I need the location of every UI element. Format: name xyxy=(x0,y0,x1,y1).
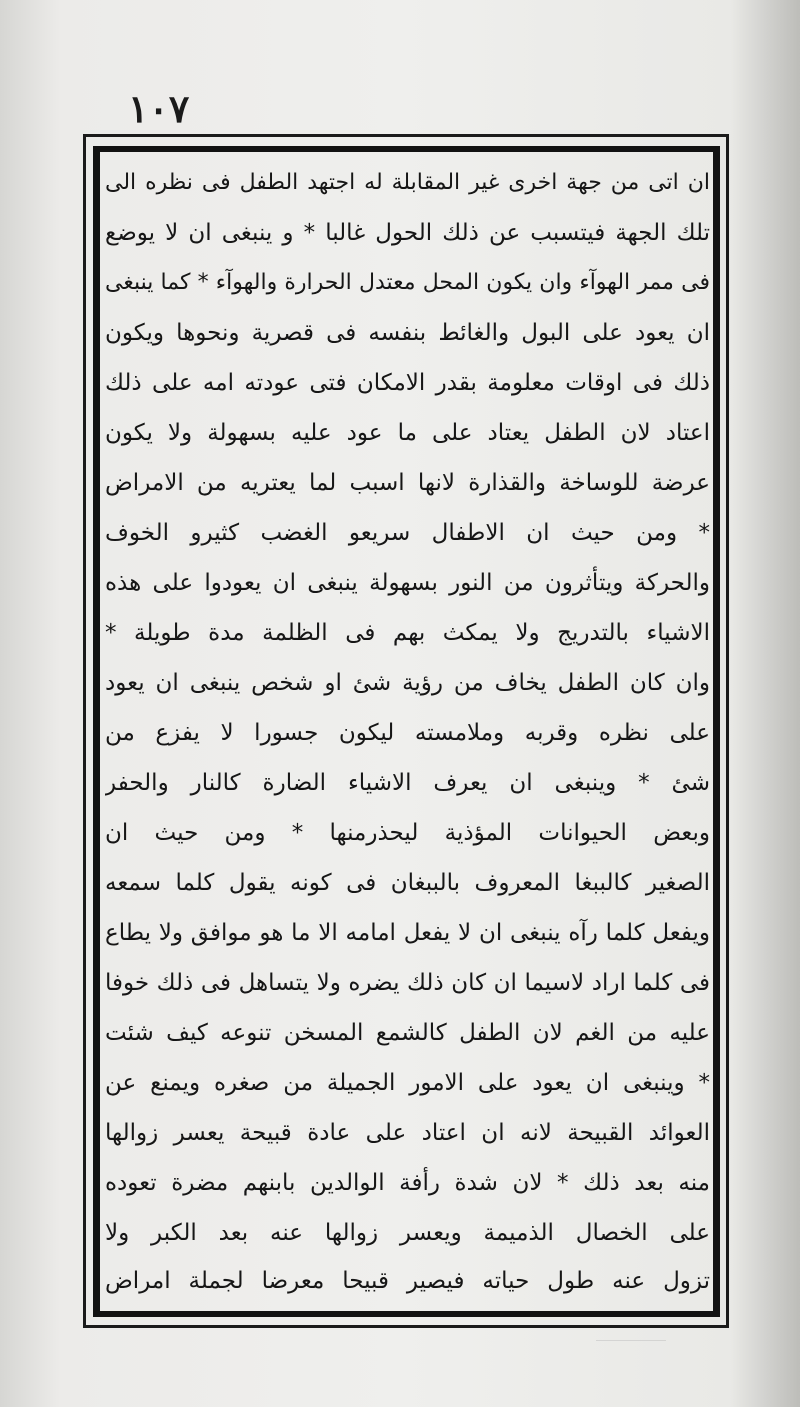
text-line: على الخصال الذميمة ويعسر زوالها عنه بعد الكبر ولا xyxy=(105,1220,710,1246)
text-line: شئ * وينبغى ان يعرف الاشياء الضارة كالنار والحفر xyxy=(105,770,710,796)
faded-stamp-mark xyxy=(596,1340,666,1361)
text-line: ذلك فى اوقات معلومة بقدر الامكان فتى عودته امه على ذلك xyxy=(105,370,710,396)
text-line: منه بعد ذلك * لان شدة رأفة الوالدين بابنهم مضرة تعوده xyxy=(105,1170,710,1196)
text-line: عليه من الغم لان الطفل كالشمع المسخن تنوعه كيف شئت xyxy=(105,1020,710,1046)
text-line: عرضة للوساخة والقذارة لانها اسبب لما يعتريه من الامراض xyxy=(105,470,710,496)
text-line: * وينبغى ان يعود على الامور الجميلة من صغره ويمنع عن xyxy=(105,1070,710,1096)
text-line: * ومن حيث ان الاطفال سريعو الغضب كثيرو الخوف xyxy=(105,520,710,546)
text-line: الاشياء بالتدريج ولا يمكث بهم فى الظلمة مدة طويلة * xyxy=(105,620,710,646)
text-line: فى ممر الهوآء وان يكون المحل معتدل الحرارة والهوآء * كما ينبغى xyxy=(105,270,710,295)
text-line: ان اتى من جهة اخرى غير المقابلة له اجتهد الطفل فى نظره الى xyxy=(105,170,710,195)
body-text xyxy=(105,150,710,1310)
text-line: والحركة ويتأثرون من النور بسهولة ينبغى ان يعودوا على هذه xyxy=(105,570,710,596)
text-line: العوائد القبيحة لانه ان اعتاد على عادة قبيحة يعسر زوالها xyxy=(105,1120,710,1146)
text-line: تلك الجهة فيتسبب عن ذلك الحول غالبا * و ينبغى ان لا يوضع xyxy=(105,220,710,246)
text-line: وبعض الحيوانات المؤذية ليحذرمنها * ومن حيث ان xyxy=(105,820,710,846)
text-line: تزول عنه طول حياته فيصير قبيحا معرضا لجملة امراض xyxy=(105,1268,710,1294)
text-line: فى كلما اراد لاسيما ان كان ذلك يضره ولا يتساهل فى ذلك خوفا xyxy=(105,970,710,996)
text-line: على نظره وقربه وملامسته ليكون جسورا لا يفزع من xyxy=(105,720,710,746)
text-line: ان يعود على البول والغائط بنفسه فى قصرية ونحوها ويكون xyxy=(105,320,710,346)
text-line: اعتاد لان الطفل يعتاد على ما عود عليه بسهولة ولا يكون xyxy=(105,420,710,446)
text-line: وان كان الطفل يخاف من رؤية شئ او شخص ينبغى ان يعود xyxy=(105,670,710,696)
text-line: الصغير كالببغا المعروف بالببغان فى كونه يقول كلما سمعه xyxy=(105,870,710,896)
page-number: ١٠٧ xyxy=(128,86,190,131)
text-line: ويفعل كلما رآه ينبغى ان لا يفعل امامه الا ما هو موافق ولا يطاع xyxy=(105,920,710,946)
